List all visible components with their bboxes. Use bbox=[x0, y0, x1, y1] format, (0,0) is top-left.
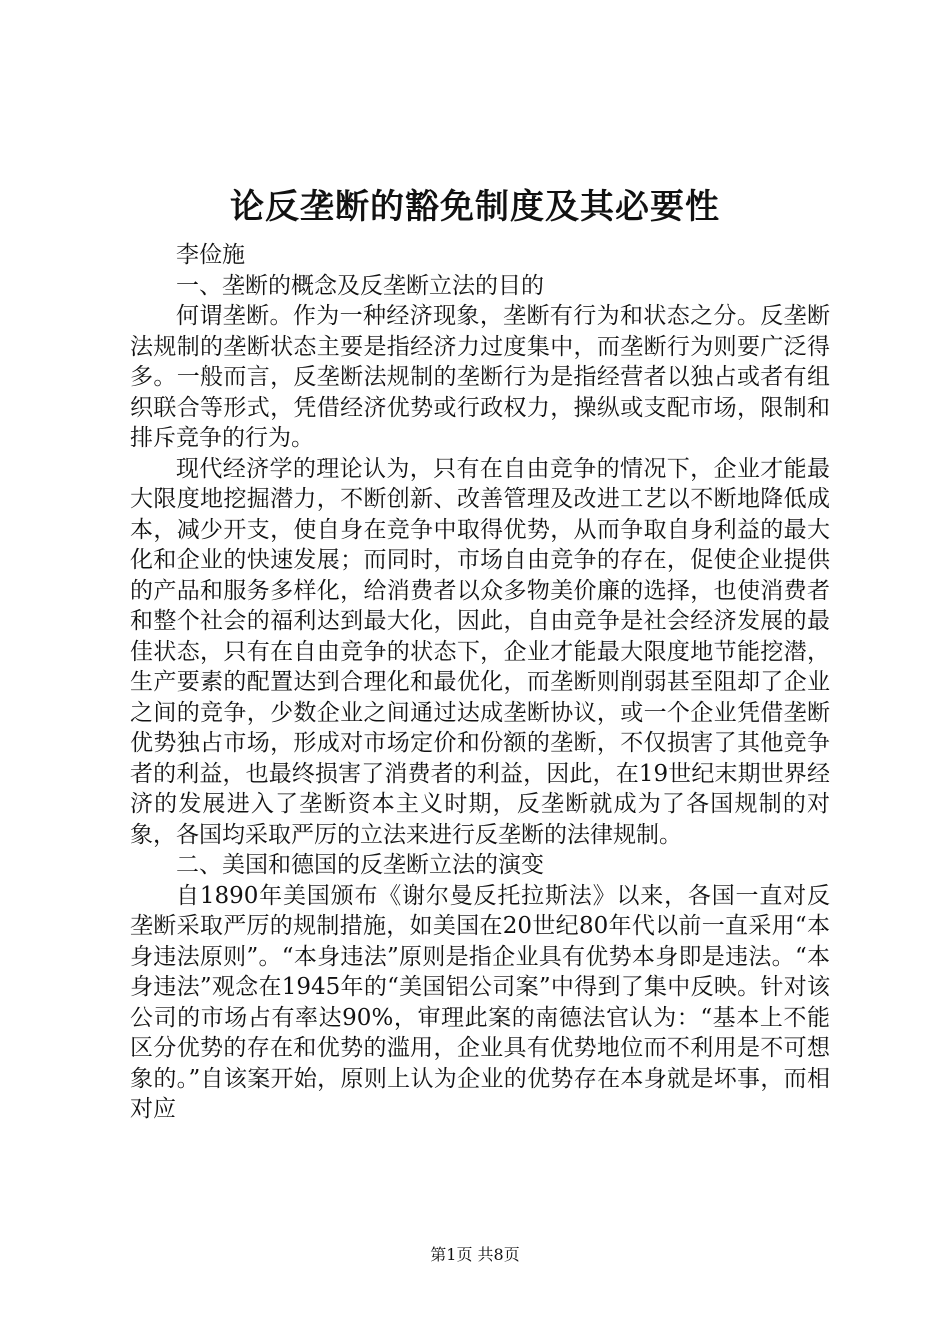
page-number-footer: 第1页 共8页 bbox=[430, 1245, 520, 1264]
document-body bbox=[130, 240, 830, 1125]
paragraph: 自1890年美国颁布《谢尔曼反托拉斯法》以来，各国一直对反垄断采取严厉的规制措施，如美国在20世纪80年代以前一直采用“本身违法原则”。“本身违法”原则是指企业具有优势本身即是违法。“本身违法”观念在1945年的“美国铝公司案”中得到了集中反映。针对该公司的市场占有率达90%，审理此案的南德法官认为：“基本上不能区分优势的存在和优势的滥用，企业具有优势地位而不利用是不可想象的。”自该案开始，原则上认为企业的优势存在本身就是坏事，而相对应 bbox=[130, 882, 830, 1122]
author-line: 李俭施 bbox=[176, 242, 245, 268]
paragraph: 现代经济学的理论认为，只有在自由竞争的情况下，企业才能最大限度地挖掘潜力，不断创新、改善管理及改进工艺以不断地降低成本，减少开支，使自身在竞争中取得优势，从而争取自身利益的最大化和企业的快速发展；而同时，市场自由竞争的存在，促使企业提供的产品和服务多样化，给消费者以众多物美价廉的选择，也使消费者和整个社会的福利达到最大化，因此，自由竞争是社会经济发展的最佳状态，只有在自由竞争的状态下，企业才能最大限度地节能挖潜，生产要素的配置达到合理化和最优化，而垄断则削弱甚至阻却了企业之间的竞争，少数企业之间通过达成垄断协议，或一个企业凭借垄断优势独占市场，形成对市场定价和份额的垄断，不仅损害了其他竞争者的利益，也最终损害了消费者的利益，因此，在19世纪末期世界经济的发展进入了垄断资本主义时期，反垄断就成为了各国规制的对象，各国均采取严厉的立法来进行反垄断的法律规制。 bbox=[130, 455, 830, 848]
paragraph: 何谓垄断。作为一种经济现象，垄断有行为和状态之分。反垄断法规制的垄断状态主要是指经济力过度集中，而垄断行为则要广泛得多。一般而言，反垄断法规制的垄断行为是指经营者以独占或者有组织联合等形式，凭借经济优势或行政权力，操纵或支配市场，限制和排斥竞争的行为。 bbox=[130, 303, 830, 451]
section-heading-2: 二、美国和德国的反垄断立法的演变 bbox=[176, 852, 544, 878]
section-heading-1: 一、垄断的概念及反垄断立法的目的 bbox=[176, 272, 544, 299]
document-title: 论反垄断的豁免制度及其必要性 bbox=[230, 187, 720, 227]
